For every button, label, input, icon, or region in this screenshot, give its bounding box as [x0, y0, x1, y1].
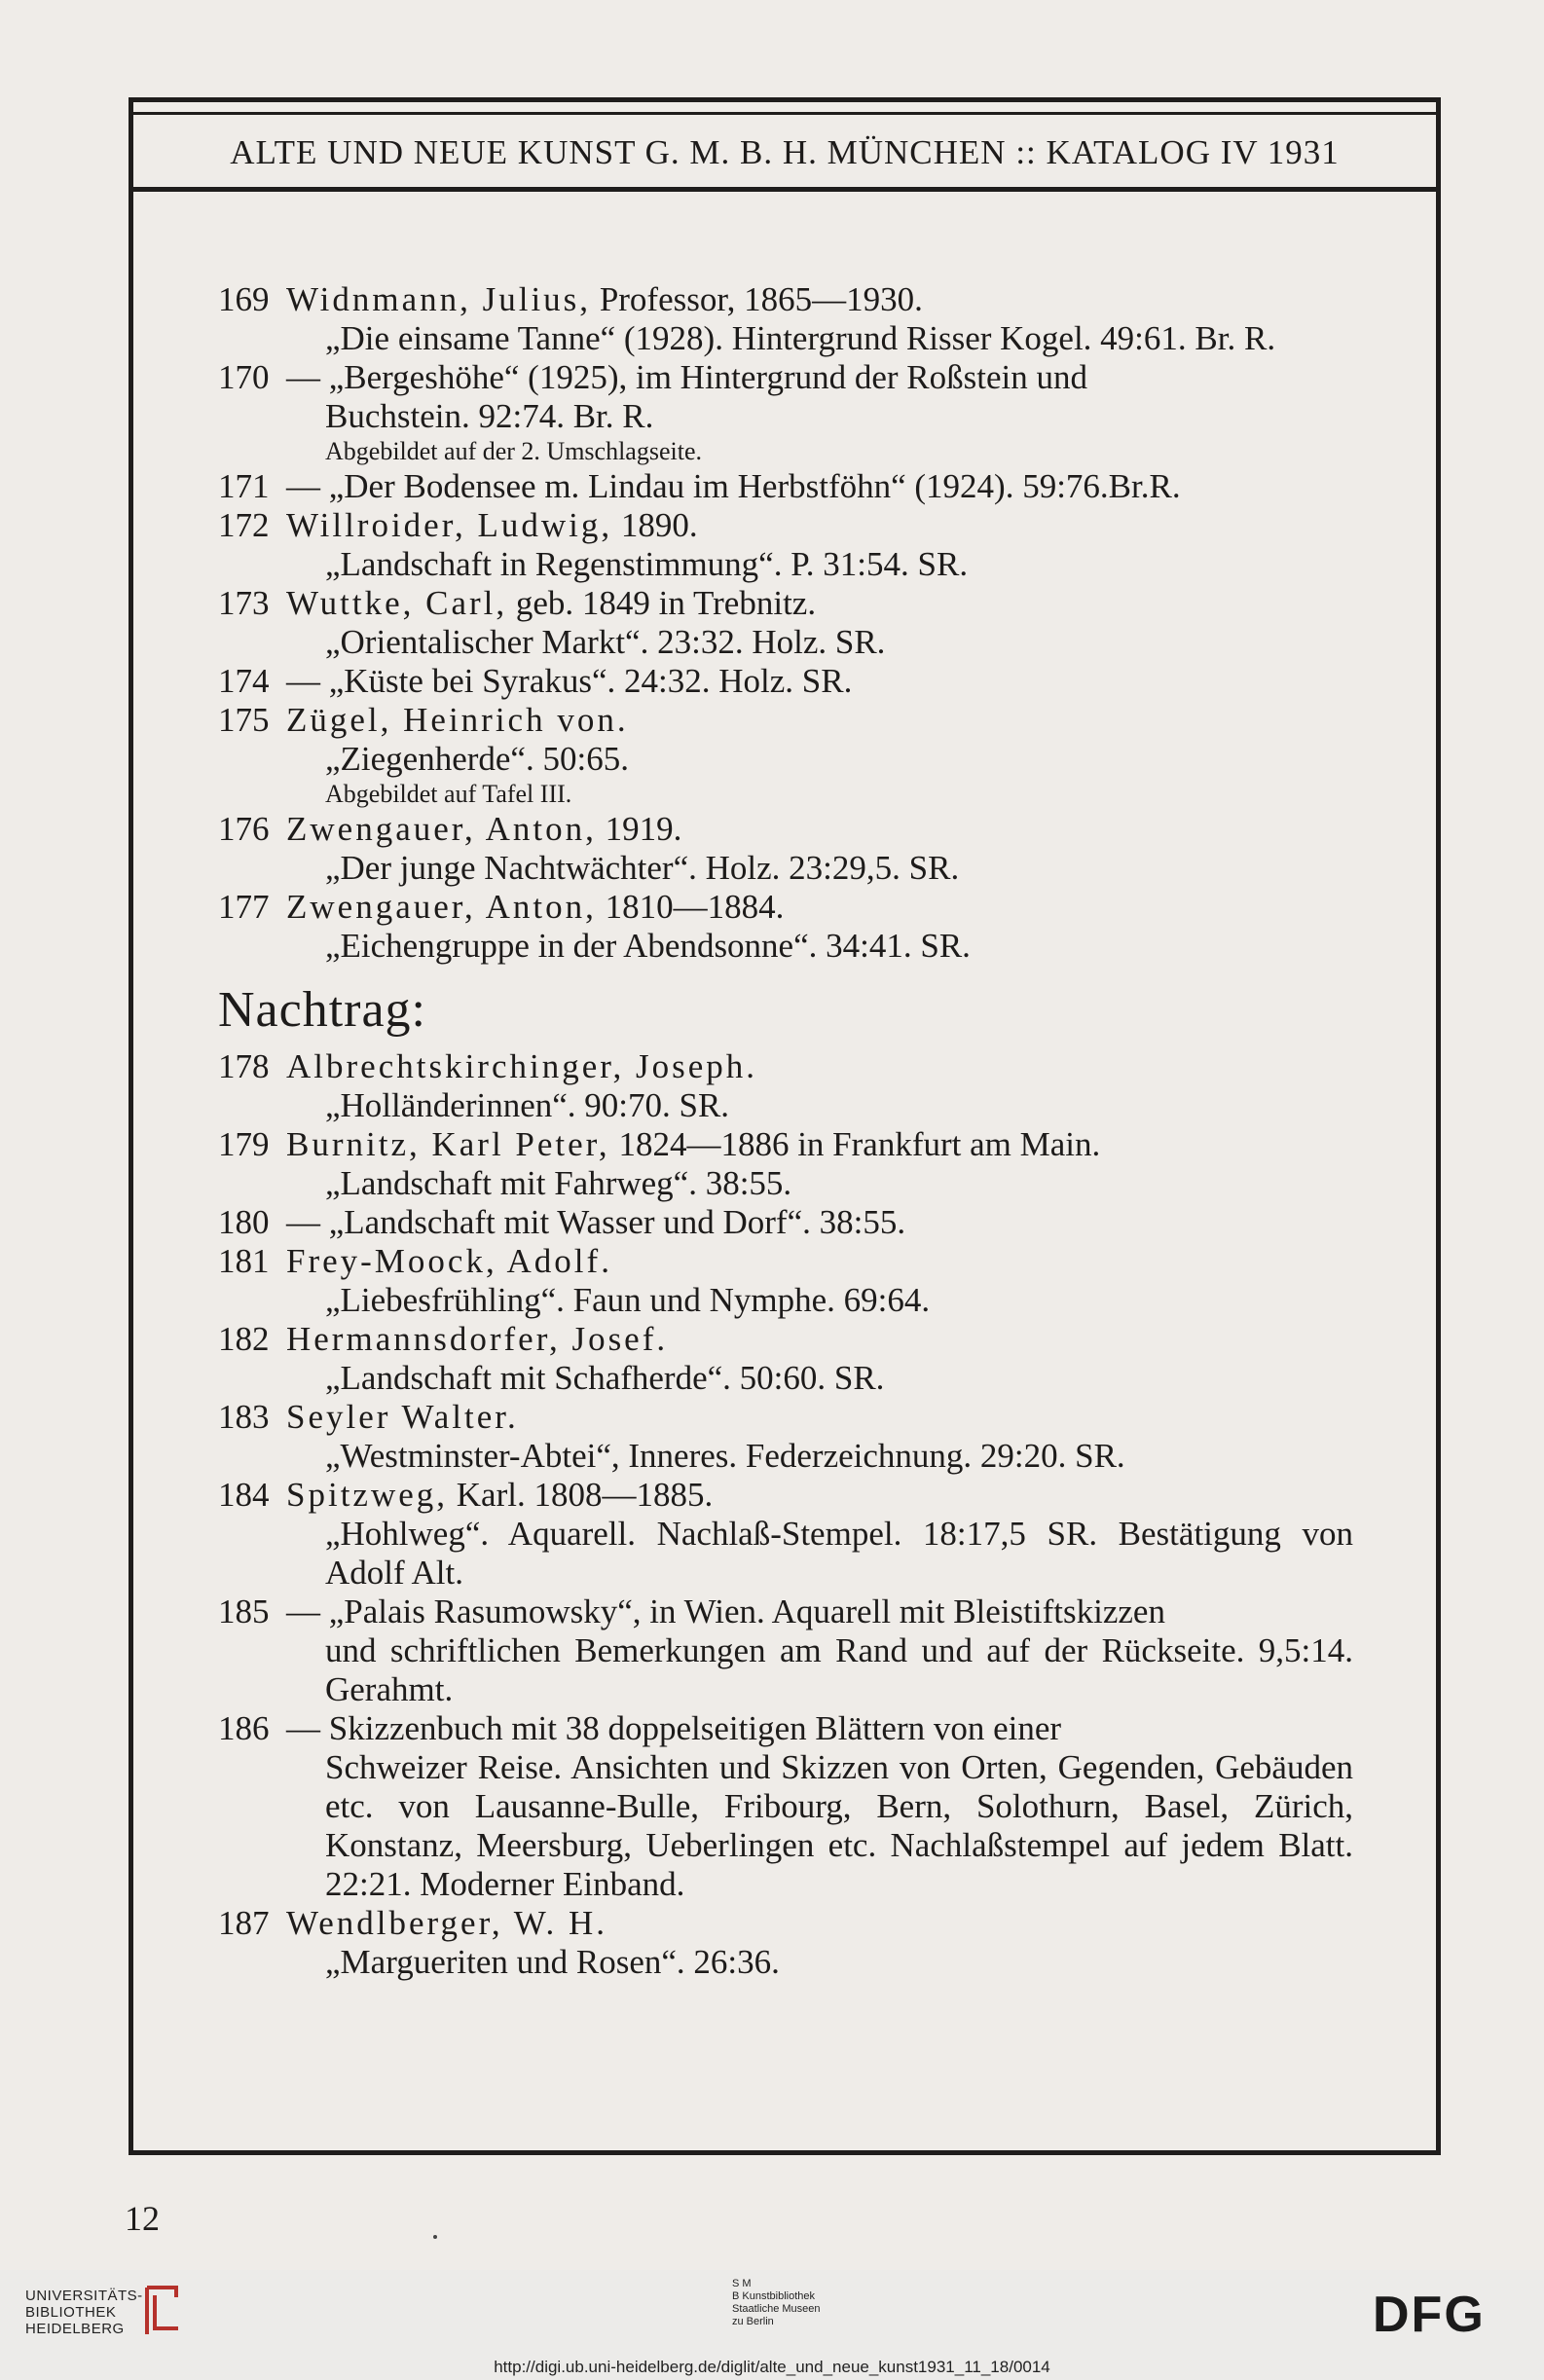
artwork-description: „Westminster-Abtei“, Inneres. Federzeichnung. 29:20. SR. — [325, 1437, 1125, 1475]
entry-lead-line — [286, 1047, 1353, 1086]
dfg-logo: DFG — [1373, 2287, 1486, 2343]
artist-name: Zwengauer, Anton, — [286, 888, 597, 926]
entry-number: 182 — [218, 1320, 270, 1358]
artwork-description: „Die einsame Tanne“ (1928). Hintergrund Risser Kogel. 49:61. Br. R. — [325, 319, 1276, 357]
entry-number: 170 — [218, 358, 270, 396]
museum-line: Staatliche Museen — [732, 2303, 821, 2315]
entry-text: 1824—1886 in Frankfurt am Main. — [609, 1125, 1101, 1163]
entry-body — [286, 1242, 1353, 1320]
catalog-entry — [218, 1125, 1353, 1203]
entry-number: 171 — [218, 467, 270, 505]
catalog-entry — [218, 584, 1353, 662]
entry-text: geb. 1849 in Trebnitz. — [507, 584, 817, 622]
artist-name: Widnmann, Julius, — [286, 280, 592, 318]
artist-name: Hermannsdorfer, Josef. — [286, 1320, 669, 1358]
entry-list-nachtrag — [218, 1047, 1353, 1982]
catalog-entry — [218, 1593, 1353, 1709]
entry-lead-line — [286, 701, 1353, 740]
museum-line: B Kunstbibliothek — [732, 2290, 815, 2302]
catalog-entry — [218, 1398, 1353, 1476]
entry-lead-line — [286, 1398, 1353, 1437]
entry-number: 176 — [218, 810, 270, 848]
artwork-description: „Margueriten und Rosen“. 26:36. — [325, 1943, 780, 1981]
catalog-entry — [218, 467, 1353, 506]
entry-text: — „Bergeshöhe“ (1925), im Hintergrund der Roßstein und — [286, 358, 1087, 396]
entry-lead-line — [286, 1125, 1353, 1164]
entry-body — [286, 810, 1353, 888]
entry-body — [286, 1398, 1353, 1476]
entry-body — [286, 1203, 1353, 1242]
print-speck — [433, 2235, 437, 2239]
artist-name: Zügel, Heinrich von. — [286, 701, 629, 739]
entry-body — [286, 701, 1353, 810]
artist-name: Wuttke, Carl, — [286, 584, 508, 622]
entry-lead-line — [286, 467, 1353, 506]
page-number: 12 — [125, 2199, 160, 2238]
entry-lead-line — [286, 1320, 1353, 1359]
entry-text: — Skizzenbuch mit 38 doppelseitigen Blättern von einer — [286, 1709, 1062, 1747]
entry-number: 186 — [218, 1709, 270, 1747]
artist-name: Zwengauer, Anton, — [286, 810, 597, 848]
catalog-entry — [218, 810, 1353, 888]
entry-body — [286, 280, 1353, 358]
entry-list-main — [218, 280, 1353, 966]
artwork-description: „Orientalischer Markt“. 23:32. Holz. SR. — [325, 623, 886, 661]
entry-text: 1890. — [612, 506, 698, 544]
catalog-entry — [218, 280, 1353, 358]
entry-body — [286, 1320, 1353, 1398]
artwork-description: „Holländerinnen“. 90:70. SR. — [325, 1086, 730, 1124]
entry-lead-line — [286, 1242, 1353, 1281]
catalog-entries — [218, 280, 1353, 1982]
artist-name: Albrechtskirchinger, Joseph. — [286, 1047, 758, 1085]
catalog-entry — [218, 1320, 1353, 1398]
catalog-entry — [218, 1709, 1353, 1904]
entry-lead-line — [286, 506, 1353, 545]
illustration-note: Abgebildet auf Tafel III. — [325, 780, 572, 808]
entry-number: 183 — [218, 1398, 270, 1436]
artwork-description: „Landschaft in Regenstimmung“. P. 31:54. SR. — [325, 545, 969, 583]
entry-text: — „Landschaft mit Wasser und Dorf“. 38:55. — [286, 1203, 906, 1241]
entry-number: 173 — [218, 584, 270, 622]
entry-number: 172 — [218, 506, 270, 544]
catalog-entry — [218, 1904, 1353, 1982]
entry-text: — „Der Bodensee m. Lindau im Herbstföhn“ (1924). 59:76.Br.R. — [286, 467, 1181, 505]
entry-lead-line — [286, 888, 1353, 927]
entry-number: 180 — [218, 1203, 270, 1241]
entry-lead-line — [286, 1203, 1353, 1242]
museum-label — [732, 2278, 821, 2328]
entry-lead-line — [286, 584, 1353, 623]
entry-body — [286, 1709, 1353, 1904]
entry-number: 169 — [218, 280, 270, 318]
entry-body — [286, 662, 1353, 701]
artwork-description: und schriftlichen Bemerkungen am Rand und auf der Rückseite. 9,5:14. Gerahmt. — [325, 1631, 1353, 1708]
artist-name: Willroider, Ludwig, — [286, 506, 613, 544]
entry-number: 185 — [218, 1593, 270, 1630]
catalog-entry — [218, 662, 1353, 701]
university-library-label — [25, 2288, 143, 2337]
entry-body — [286, 358, 1353, 467]
entry-lead-line — [286, 358, 1353, 397]
entry-lead-line — [286, 1904, 1353, 1943]
entry-number: 187 — [218, 1904, 270, 1942]
entry-lead-line — [286, 662, 1353, 701]
entry-body — [286, 506, 1353, 584]
source-url[interactable]: http://digi.ub.uni-heidelberg.de/diglit/alte_und_neue_kunst1931_11_18/0014 — [494, 2358, 1050, 2376]
catalog-entry — [218, 1476, 1353, 1593]
entry-number: 177 — [218, 888, 270, 926]
entry-number: 179 — [218, 1125, 270, 1163]
artwork-description: „Hohlweg“. Aquarell. Nachlaß-Stempel. 18:17,5 SR. Bestätigung von Adolf Alt. — [325, 1515, 1353, 1592]
entry-lead-line — [286, 1709, 1353, 1748]
catalog-header — [133, 102, 1436, 192]
artwork-description: „Liebesfrühling“. Faun und Nymphe. 69:64. — [325, 1281, 931, 1319]
illustration-note: Abgebildet auf der 2. Umschlagseite. — [325, 437, 702, 465]
entry-body — [286, 1047, 1353, 1125]
museum-line: zu Berlin — [732, 2316, 774, 2327]
entry-number: 184 — [218, 1476, 270, 1514]
entry-text: 1810—1884. — [596, 888, 785, 926]
museum-line: S M — [732, 2278, 752, 2289]
entry-text: — „Palais Rasumowsky“, in Wien. Aquarell mit Bleistiftskizzen — [286, 1593, 1165, 1630]
artwork-description: „Eichengruppe in der Abendsonne“. 34:41. SR. — [325, 927, 971, 965]
artist-name: Seyler Walter. — [286, 1398, 519, 1436]
catalog-entry — [218, 701, 1353, 810]
entry-body — [286, 467, 1353, 506]
artwork-description: „Landschaft mit Fahrweg“. 38:55. — [325, 1164, 792, 1202]
entry-text: Karl. 1808—1885. — [448, 1476, 714, 1514]
artwork-description: Buchstein. 92:74. Br. R. — [325, 397, 654, 435]
entry-body — [286, 584, 1353, 662]
header-top-rule — [133, 112, 1436, 115]
entry-body — [286, 1593, 1353, 1709]
entry-number: 181 — [218, 1242, 270, 1280]
nachtrag-heading: Nachtrag: — [218, 982, 427, 1038]
header-title: ALTE UND NEUE KUNST G. M. B. H. MÜNCHEN :: KATALOG IV 1931 — [230, 133, 1340, 171]
catalog-entry — [218, 1242, 1353, 1320]
catalog-entry — [218, 1203, 1353, 1242]
entry-body — [286, 1125, 1353, 1203]
entry-lead-line — [286, 280, 1353, 319]
entry-text: — „Küste bei Syrakus“. 24:32. Holz. SR. — [286, 662, 853, 700]
entry-lead-line — [286, 1593, 1353, 1631]
entry-body — [286, 888, 1353, 966]
artwork-description: „Ziegenherde“. 50:65. — [325, 740, 629, 778]
catalog-entry — [218, 358, 1353, 467]
entry-number: 174 — [218, 662, 270, 700]
university-logo-icon — [141, 2284, 184, 2338]
university-line: HEIDELBERG — [25, 2321, 125, 2337]
catalog-entry — [218, 888, 1353, 966]
artwork-description: „Landschaft mit Schafherde“. 50:60. SR. — [325, 1359, 885, 1397]
artwork-description: Schweizer Reise. Ansichten und Skizzen von Orten, Gegenden, Gebäuden etc. von Lausanne-Bulle, Fribourg, Bern, Solothurn, Basel, Zürich, Konstanz, Meersburg, Ueberlingen etc. Nachlaßstempel auf jedem Blatt. 22:21. Moderner Einband. — [325, 1748, 1353, 1903]
catalog-entry — [218, 506, 1353, 584]
artist-name: Frey-Moock, Adolf. — [286, 1242, 612, 1280]
entry-text: Professor, 1865—1930. — [591, 280, 923, 318]
entry-text: 1919. — [596, 810, 682, 848]
artist-name: Spitzweg, — [286, 1476, 449, 1514]
entry-body — [286, 1904, 1353, 1982]
entry-lead-line — [286, 1476, 1353, 1515]
artist-name: Wendlberger, W. H. — [286, 1904, 608, 1942]
university-line: UNIVERSITÄTS- — [25, 2288, 143, 2304]
catalog-entry — [218, 1047, 1353, 1125]
entry-lead-line — [286, 810, 1353, 849]
entry-number: 178 — [218, 1047, 270, 1085]
university-line: BIBLIOTHEK — [25, 2304, 117, 2321]
entry-number: 175 — [218, 701, 270, 739]
artwork-description: „Der junge Nachtwächter“. Holz. 23:29,5. SR. — [325, 849, 960, 887]
artist-name: Burnitz, Karl Peter, — [286, 1125, 610, 1163]
entry-body — [286, 1476, 1353, 1593]
